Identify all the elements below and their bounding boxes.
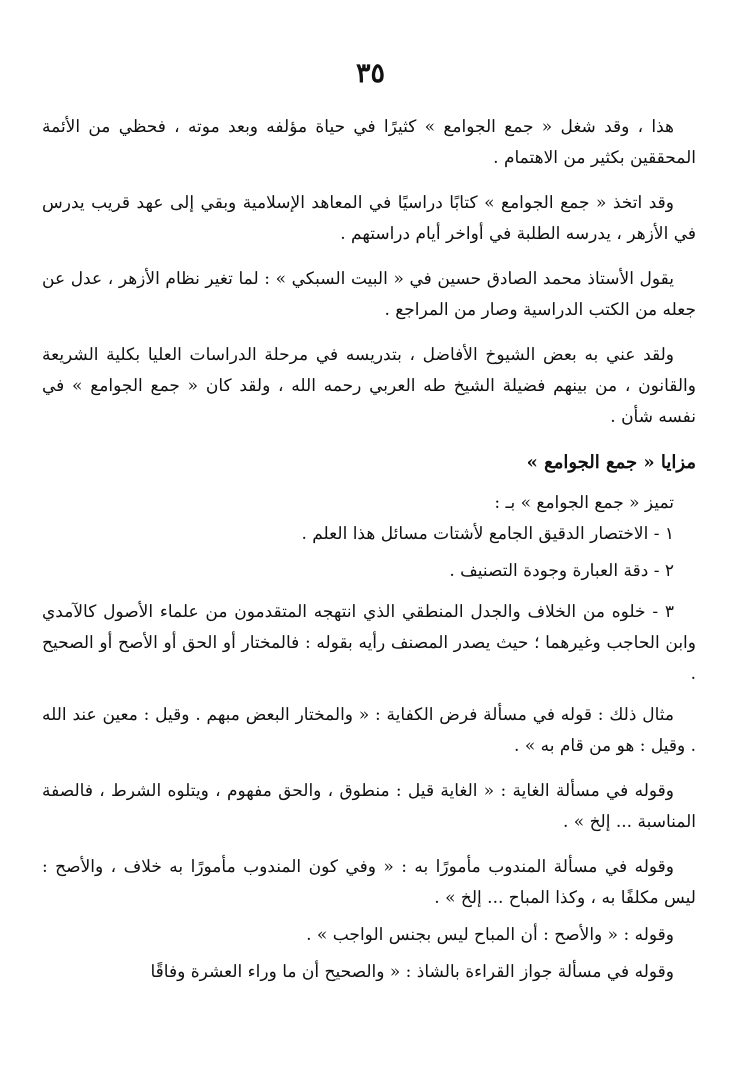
list-item-text: الاختصار الدقيق الجامع لأشتات مسائل هذا العلم . bbox=[301, 524, 649, 544]
paragraph-study-interest: هذا ، وقد شغل « جمع الجوامع » كثيرًا في حياة مؤلفه وبعد موته ، فحظي من الأئمة المحققين بكثير من الاهتمام . bbox=[42, 117, 696, 168]
list-item bbox=[42, 519, 696, 550]
paragraph-sheikhs-teaching: ولقد عني به بعض الشيوخ الأفاضل ، بتدريسه في مرحلة الدراسات العليا بكلية الشريعة والقانون ، من بينهم فضيلة الشيخ طه العربي رحمه الله ، ولقد كان « جمع الجوامع » في نفسه شأن . bbox=[42, 345, 696, 427]
example-shadh-reading: وقوله في مسألة جواز القراءة بالشاذ : « والصحيح أن ما وراء العشرة وفاقًا bbox=[150, 962, 674, 982]
list-item bbox=[42, 597, 696, 690]
page-number: ٣٥ bbox=[355, 58, 385, 89]
list-item-text: خلوه من الخلاف والجدل المنطقي الذي انتهجه المتقدمون من علماء الأصول كالآمدي وابن الحاجب وغيرهما ؛ حيث يصدر المصنف رأيه بقوله : فالمختار أو الحق أو الأصح أو الصحيح . bbox=[42, 602, 696, 684]
page-body bbox=[42, 112, 696, 1002]
example-mubah: وقوله : « والأصح : أن المباح ليس بجنس الواجب » . bbox=[306, 925, 674, 945]
list-item-number: ٣ - bbox=[652, 602, 674, 622]
section-intro: تميز « جمع الجوامع » بـ : bbox=[494, 493, 674, 513]
list-item bbox=[42, 556, 696, 587]
paragraph-textbook: وقد اتخذ « جمع الجوامع » كتابًا دراسيًا في المعاهد الإسلامية وبقي إلى عهد قريب يدرس في الأزهر ، يدرسه الطلبة في أواخر أيام دراستهم . bbox=[42, 193, 696, 244]
list-item-number: ٢ - bbox=[653, 561, 674, 581]
list-item-number: ١ - bbox=[653, 524, 674, 544]
example-mandub: وقوله في مسألة المندوب مأمورًا به : « وفي كون المندوب مأمورًا به خلاف ، والأصح : ليس مكلفًا به ، وكذا المباح ... إلخ » . bbox=[42, 857, 696, 908]
example-fard-kifaya: مثال ذلك : قوله في مسألة فرض الكفاية : « والمختار البعض مبهم . وقيل : معين عند الله . وقيل : هو من قام به » . bbox=[42, 705, 696, 756]
example-ghaya: وقوله في مسألة الغاية : « الغاية قيل : منطوق ، والحق مفهوم ، ويتلوه الشرط ، فالصفة المناسبة ... إلخ » . bbox=[42, 781, 696, 832]
section-heading: مزايا « جمع الجوامع » bbox=[526, 452, 696, 473]
paragraph-quote-subki-house: يقول الأستاذ محمد الصادق حسين في « البيت السبكي » : لما تغير نظام الأزهر ، عدل عن جعله من الكتب الدراسية وصار من المراجع . bbox=[42, 269, 696, 320]
list-item-text: دقة العبارة وجودة التصنيف . bbox=[449, 561, 649, 581]
